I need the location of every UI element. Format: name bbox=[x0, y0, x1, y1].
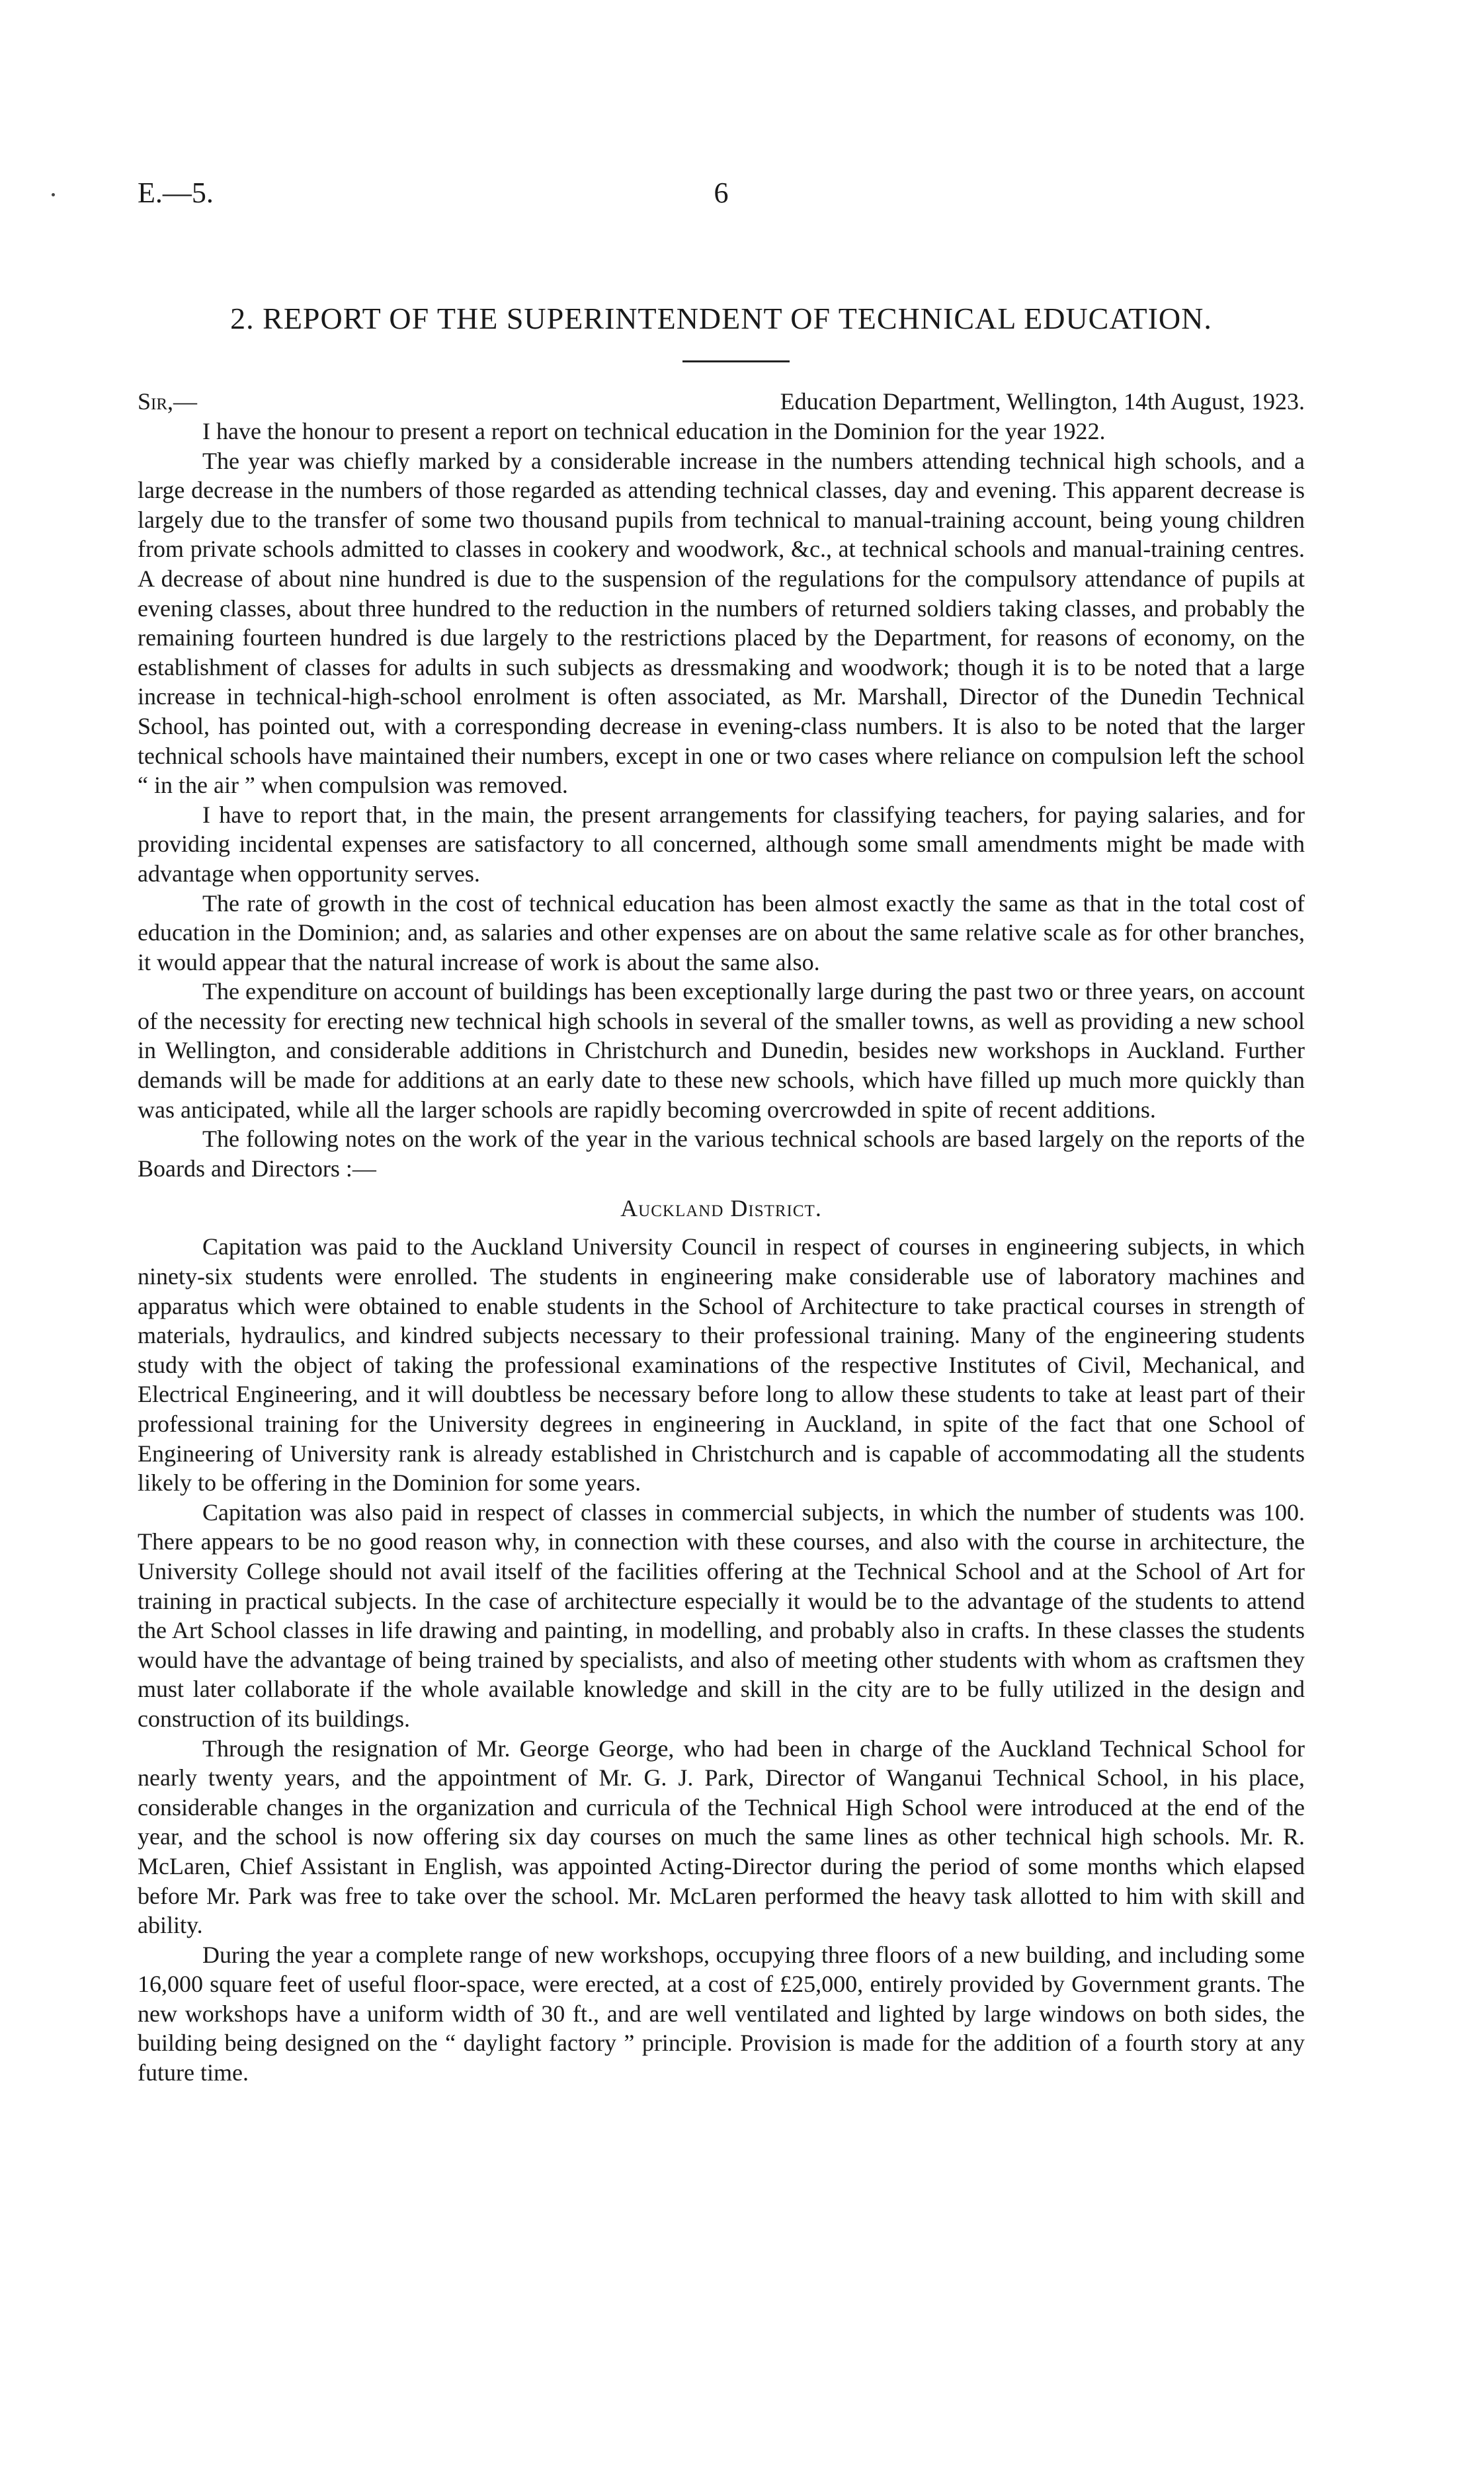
paragraph: Capitation was paid to the Auckland University Council in respect of courses in engineering subjects, in which ninety-six students were enrolled. The students in engineering make considerable use of laboratory machines and apparatus which were obtained to enable students in the School of Architecture to take practical courses in strength of materials, hydraulics, and kindred subjects necessary to their professional training. Many of the engineering students study with the object of taking the professional examinations of the respective Institutes of Civil, Mechanical, and Electrical Engineering, and it will doubtless be necessary before long to allow these students to take at least part of their professional training for the University degrees in engineering in Auckland, in spite of the fact that one School of Engineering of University rank is already established in Christchurch and is capable of accommodating all the students likely to be offering in the Dominion for some years. bbox=[138, 1233, 1305, 1497]
document-code: E.—5. bbox=[138, 177, 214, 209]
paragraph: I have to report that, in the main, the present arrangements for classifying teachers, for paying salaries, and for providing incidental expenses are satisfactory to all concerned, although some small amendments might be made with advantage when opportunity serves. bbox=[138, 801, 1305, 887]
report-title: 2. REPORT OF THE SUPERINTENDENT OF TECHNICAL EDUCATION. bbox=[230, 302, 1212, 335]
page-number: 6 bbox=[714, 177, 729, 209]
page-header bbox=[138, 173, 1305, 213]
paragraph: During the year a complete range of new workshops, occupying three floors of a new building, and including some 16,000 square feet of useful floor-space, were erected, at a cost of £25,000, entirely provided by Government grants. The new workshops have a uniform width of 30 ft., and are well ventilated and lighted by large windows on both sides, the building being designed on the “ daylight factory ” principle. Provision is made for the addition of a fourth story at any future time. bbox=[138, 1941, 1305, 2086]
title-divider bbox=[682, 360, 790, 362]
paragraph: Through the resignation of Mr. George George, who had been in charge of the Auckland Technical School for nearly twenty years, and the appointment of Mr. G. J. Park, Director of Wanganui Technical School, in his place, considerable changes in the organization and curricula of the Technical High School were introduced at the end of the year, and the school is now offering six day courses on much the same lines as other technical high schools. Mr. R. McLaren, Chief Assistant in English, was appointed Acting-Director during the period of some months which elapsed before Mr. Park was free to take over the school. Mr. McLaren performed the heavy task allotted to him with skill and ability. bbox=[138, 1735, 1305, 1939]
paragraph: The expenditure on account of buildings has been exceptionally large during the past two or three years, on account of the necessity for erecting new technical high schools in several of the smaller towns, as well as providing a new school in Wellington, and considerable additions in Christchurch and Dunedin, besides new workshops in Auckland. Further demands will be made for additions at an early date to these new schools, which have filled up much more quickly than was anticipated, while all the larger schools are rapidly becoming overcrowded in spite of recent additions. bbox=[138, 978, 1305, 1123]
scan-speck bbox=[52, 193, 55, 196]
dateline: Education Department, Wellington, 14th August, 1923. bbox=[780, 388, 1305, 415]
letter-opening bbox=[138, 386, 1305, 417]
report-body bbox=[138, 417, 1305, 2088]
paragraph: The year was chiefly marked by a considerable increase in the numbers attending technical high schools, and a large decrease in the numbers of those regarded as attending technical classes, day and evening. This apparent decrease is largely due to the transfer of some two thousand pupils from technical to manual-training account, being young children from private schools admitted to classes in cookery and woodwork, &c., at technical schools and manual-training centres. A decrease of about nine hundred is due to the suspension of the regulations for the compulsory attendance of pupils at evening classes, about three hundred to the reduction in the numbers of returned soldiers taking classes, and probably the remaining fourteen hundred is due largely to the restrictions placed by the Department, for reasons of economy, on the establishment of classes for adults in such subjects as dressmaking and woodwork; though it is to be noted that a large increase in technical-high-school enrolment is often associated, as Mr. Marshall, Director of the Dunedin Technical School, has pointed out, with a corresponding decrease in evening-class numbers. It is also to be noted that the larger technical schools have maintained their numbers, except in one or two cases where reliance on compulsion left the school “ in the air ” when compulsion was removed. bbox=[138, 447, 1305, 799]
paragraph: I have the honour to present a report on technical education in the Dominion for the year 1922. bbox=[202, 418, 1106, 444]
paragraph: The following notes on the work of the year in the various technical schools are based largely on the reports of the Boards and Directors :— bbox=[138, 1126, 1305, 1182]
salutation: Sir,— bbox=[138, 388, 198, 415]
paragraph: Capitation was also paid in respect of classes in commercial subjects, in which the number of students was 100. There appears to be no good reason why, in connection with these courses, and also with the course in architecture, the University College should not avail itself of the facilities offering at the Technical School and at the School of Art for training in practical subjects. In the case of architecture especially it would be to the advantage of the students to attend the Art School classes in life drawing and painting, in modelling, and probably also in crafts. In these classes the students would have the advantage of being trained by specialists, and also of meeting other students with whom as craftsmen they must later collaborate if the whole available knowledge and skill in the city are to be fully utilized in the design and construction of its buildings. bbox=[138, 1499, 1305, 1732]
paragraph: The rate of growth in the cost of technical education has been almost exactly the same as that in the total cost of education in the Dominion; and, as salaries and other expenses are on about the same relative scale as for other branches, it would appear that the natural increase of work is about the same also. bbox=[138, 889, 1305, 975]
section-heading-auckland: Auckland District. bbox=[620, 1195, 822, 1222]
